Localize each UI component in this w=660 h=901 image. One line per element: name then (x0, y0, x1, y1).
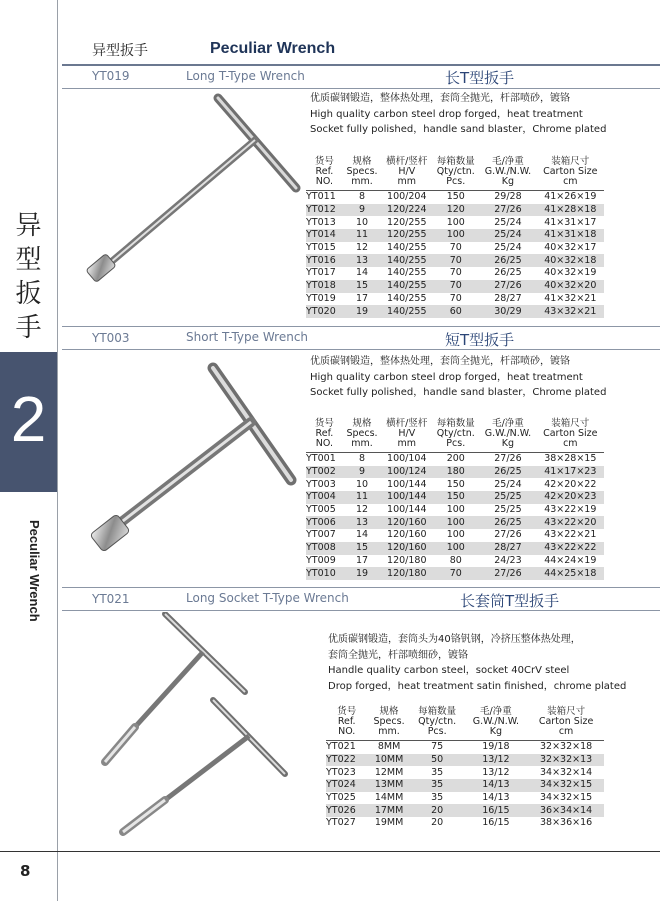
table-cell: 13 (343, 516, 381, 529)
table-row (326, 804, 604, 817)
table-cell: 43×22×19 (544, 504, 597, 516)
table-cell: 100 (432, 516, 479, 529)
table-cell: 32×32×18 (539, 741, 593, 753)
table-cell: 34×32×14 (539, 766, 593, 778)
table-cell: YT006 (306, 516, 343, 529)
column-header: 规格 Specs. mm. (346, 156, 378, 187)
table-row (306, 242, 604, 255)
table-cell: YT009 (306, 554, 336, 566)
desc-line: 优质碳钢锻造，套筒头为40铬钒钢，冷挤压整体热处理， (328, 634, 581, 645)
table-body (306, 453, 604, 580)
section-title-en: Long Socket T-Type Wrench (186, 591, 349, 605)
section-desc (310, 354, 606, 401)
table-cell: 14/13 (482, 792, 510, 804)
table-row (306, 478, 604, 491)
table-cell: 34×32×15 (528, 779, 604, 792)
table-row (326, 741, 604, 754)
table-cell: 30/29 (479, 305, 536, 318)
table-cell: 29/28 (494, 191, 522, 203)
table-cell: 70 (432, 280, 479, 293)
table-cell: 100/104 (387, 453, 427, 465)
table-cell: 25/24 (494, 478, 522, 490)
table-cell: 20 (431, 817, 444, 829)
table-cell: 17MM (367, 804, 410, 817)
table-cell: YT027 (326, 817, 356, 829)
table-cell: 27/26 (479, 204, 536, 217)
table-cell: 36×34×14 (528, 804, 604, 817)
table-cell: 70 (449, 292, 462, 304)
table-cell: 17 (355, 292, 369, 304)
table-row (326, 766, 604, 779)
table-row (306, 453, 604, 466)
table-cell: 100 (446, 216, 465, 228)
table-cell: 41×31×18 (537, 229, 604, 242)
table-cell: 12 (355, 242, 369, 254)
table-cell: 27/26 (494, 529, 522, 541)
table-cell: 12MM (374, 766, 404, 778)
table-cell: 27/26 (479, 567, 536, 580)
section-code: YT003 (92, 331, 130, 345)
table-cell: YT013 (306, 216, 336, 228)
table-cell: 120/255 (381, 229, 432, 242)
table-row (306, 229, 604, 242)
table-cell: 150 (432, 491, 479, 504)
column-header: 货号 Ref. NO. (314, 156, 334, 187)
sidebar-char: 手 (15, 313, 42, 343)
table-cell: 100/204 (387, 191, 427, 203)
column-header: 装箱尺寸 Carton Size cm (538, 706, 594, 737)
table-cell: 100/124 (381, 466, 432, 479)
table-cell: 25/24 (494, 242, 522, 254)
column-header: 每箱数量 Qty/ctn. Pcs. (418, 706, 457, 737)
page-number: 8 (20, 862, 31, 880)
table-cell: 26/25 (479, 254, 536, 267)
table-cell: 75 (431, 741, 444, 753)
section-code: YT021 (92, 592, 130, 606)
table-cell: 150 (446, 478, 465, 490)
table-cell: YT015 (306, 242, 336, 254)
table-cell: 13MM (367, 779, 410, 792)
table-row (306, 191, 604, 204)
table-cell: 41×32×21 (544, 292, 597, 304)
table-cell: 70 (432, 567, 479, 580)
table-cell: 20 (411, 804, 464, 817)
table-cell: YT012 (306, 204, 343, 217)
table-cell: 120/180 (381, 567, 432, 580)
table-cell: 200 (446, 453, 465, 465)
table-cell: YT017 (306, 267, 336, 279)
table-cell: 19 (343, 567, 381, 580)
long-t-wrench-image (70, 92, 310, 292)
column-header: 货号 Ref. NO. (337, 706, 357, 737)
table-cell: YT004 (306, 491, 343, 504)
table-cell: 25/24 (494, 216, 522, 228)
table-row (306, 466, 604, 479)
sidebar-divider (57, 0, 58, 901)
table-cell: 60 (432, 305, 479, 318)
table-cell: YT010 (306, 567, 343, 580)
short-t-wrench-image (75, 352, 310, 572)
section-rule (62, 610, 660, 611)
table-cell: YT020 (306, 305, 343, 318)
sidebar-char: 异 (15, 211, 42, 241)
section-title-en: Long T-Type Wrench (186, 69, 305, 83)
table-cell: 13 (343, 254, 381, 267)
desc-line: High quality carbon steel drop forged，heat treatment (310, 371, 583, 383)
table-cell: YT001 (306, 453, 336, 465)
table-cell: 26/25 (479, 466, 536, 479)
table-row (306, 204, 604, 217)
table-cell: YT018 (306, 280, 343, 293)
table-cell: 24/23 (494, 554, 522, 566)
table-cell: 140/255 (387, 267, 427, 279)
table-cell: 35 (411, 779, 464, 792)
table-cell: 35 (431, 792, 444, 804)
table-cell: YT007 (306, 529, 336, 541)
table-row (306, 305, 604, 318)
table-cell: 9 (343, 466, 381, 479)
table-cell: 100 (446, 504, 465, 516)
table-cell: 140/255 (387, 242, 427, 254)
table-cell: 38×28×15 (544, 453, 597, 465)
table-body (306, 191, 604, 318)
table-cell: 12 (355, 504, 369, 516)
column-header: 每箱数量 Qty/ctn. Pcs. (436, 418, 475, 449)
table-cell: 42×20×23 (537, 491, 604, 504)
sidebar-char: 型 (15, 245, 42, 275)
section-rule (62, 349, 660, 350)
table-row (306, 542, 604, 555)
table-cell: 100 (432, 229, 479, 242)
section-code: YT019 (92, 69, 130, 83)
long-socket-t-wrench-image (95, 612, 325, 842)
table-cell: 19/18 (482, 741, 510, 753)
header-title-en: Peculiar Wrench (210, 40, 336, 57)
table-cell: YT024 (326, 779, 367, 792)
spec-table (306, 419, 604, 580)
table-cell: 10MM (367, 754, 410, 767)
chapter-number-box (0, 352, 57, 492)
table-row (306, 529, 604, 542)
table-cell: 14MM (374, 792, 404, 804)
table-row (326, 779, 604, 792)
table-cell: 100/144 (381, 491, 432, 504)
table-cell: 44×25×18 (537, 567, 604, 580)
sidebar-label (14, 520, 44, 700)
table-row (326, 817, 604, 830)
column-header: 货号 Ref. NO. (314, 418, 334, 449)
table-cell: 9 (343, 204, 381, 217)
table-cell: 28/27 (479, 542, 536, 555)
table-cell: 43×32×21 (537, 305, 604, 318)
section-rule (62, 326, 660, 327)
table-row (306, 555, 604, 568)
column-header: 装箱尺寸 Carton Size cm (543, 418, 598, 449)
table-cell: 70 (449, 242, 462, 254)
table-cell: 120/224 (381, 204, 432, 217)
table-cell: YT008 (306, 542, 343, 555)
table-cell: 120/160 (381, 542, 432, 555)
table-row (306, 567, 604, 580)
table-cell: 140/255 (381, 280, 432, 293)
table-cell: 42×20×22 (544, 478, 597, 490)
table-cell: 100/144 (387, 504, 427, 516)
table-cell: 140/255 (387, 292, 427, 304)
table-cell: 40×32×17 (544, 242, 597, 254)
table-body (326, 741, 604, 830)
table-row (306, 254, 604, 267)
spec-table (306, 157, 604, 318)
table-cell: 44×24×19 (544, 554, 597, 566)
desc-line: Drop forged，heat treatment satin finished，chrome plated (328, 680, 627, 692)
table-cell: 26/25 (494, 267, 522, 279)
table-row (326, 792, 604, 805)
column-header: 横杆/竖杆 H/V mm (386, 418, 428, 449)
table-cell: 14/13 (464, 779, 529, 792)
table-cell: 16/15 (464, 804, 529, 817)
table-cell: YT014 (306, 229, 343, 242)
table-cell: 16/15 (482, 817, 510, 829)
section-desc (328, 632, 626, 694)
table-cell: 10 (355, 216, 369, 228)
table-cell: 43×22×21 (544, 529, 597, 541)
table-cell: YT016 (306, 254, 343, 267)
table-cell: 140/255 (381, 305, 432, 318)
table-cell: 43×22×20 (537, 516, 604, 529)
table-cell: 25/25 (479, 491, 536, 504)
spec-table (326, 707, 604, 830)
desc-line: 优质碳钢锻造，整体热处理，套筒全抛光，杆部喷砂，镀铬 (310, 93, 570, 104)
column-header: 毛/净重 G.W./N.W. Kg (484, 418, 532, 449)
table-cell: 40×32×19 (544, 267, 597, 279)
section-title-en: Short T-Type Wrench (186, 330, 309, 344)
table-cell: 27/26 (479, 280, 536, 293)
table-row (306, 491, 604, 504)
desc-line: Socket fully polished，handle sand blaster，Chrome plated (310, 387, 607, 398)
section-title-cn: 长T型扳手 (445, 69, 515, 87)
table-row (306, 280, 604, 293)
header-title-cn: 异型扳手 (92, 43, 148, 59)
table-cell: YT005 (306, 504, 336, 516)
table-cell: 19MM (374, 817, 404, 829)
section-rule (62, 587, 660, 588)
table-row (306, 504, 604, 517)
table-cell: 120/160 (387, 529, 427, 541)
footer-rule (0, 851, 660, 852)
table-cell: 13/12 (464, 754, 529, 767)
table-cell: 34×32×15 (539, 792, 593, 804)
desc-line: 优质碳钢锻造，整体热处理，套筒全抛光，杆部喷砂，镀铬 (310, 356, 570, 367)
desc-line: High quality carbon steel drop forged，heat treatment (310, 108, 583, 120)
table-cell: 40×32×20 (537, 280, 604, 293)
table-cell: 32×32×13 (528, 754, 604, 767)
table-cell: YT022 (326, 754, 367, 767)
table-cell: 11 (343, 229, 381, 242)
column-header: 规格 Specs. mm. (373, 706, 405, 737)
table-cell: YT025 (326, 792, 356, 804)
table-cell: 41×26×19 (544, 191, 597, 203)
table-cell: 17 (355, 554, 369, 566)
table-cell: 25/25 (494, 504, 522, 516)
table-cell: 25/24 (479, 229, 536, 242)
column-header: 横杆/竖杆 H/V mm (386, 156, 428, 187)
table-cell: 14 (355, 529, 369, 541)
table-cell: 120/180 (387, 554, 427, 566)
column-header: 毛/净重 G.W./N.W. Kg (484, 156, 532, 187)
table-row (306, 516, 604, 529)
table-cell: 11 (343, 491, 381, 504)
column-header: 装箱尺寸 Carton Size cm (543, 156, 598, 187)
table-cell: 41×28×18 (537, 204, 604, 217)
table-cell: 150 (446, 191, 465, 203)
table-row (306, 267, 604, 280)
table-cell: YT023 (326, 766, 356, 778)
table-cell: 35 (431, 766, 444, 778)
desc-line: Socket fully polished，handle sand blaster，Chrome plated (310, 124, 607, 135)
table-row (306, 293, 604, 306)
column-header: 规格 Specs. mm. (346, 418, 378, 449)
desc-line: Handle quality carbon steel，socket 40CrV steel (328, 665, 570, 676)
table-cell: 100 (432, 542, 479, 555)
column-header: 毛/净重 G.W./N.W. Kg (472, 706, 520, 737)
table-cell: 8 (359, 453, 366, 465)
table-cell: YT026 (326, 804, 367, 817)
desc-line: 套筒全抛光，杆部喷细砂，镀铬 (328, 649, 468, 661)
table-cell: 41×31×17 (544, 216, 597, 228)
table-cell: 13/12 (482, 766, 510, 778)
table-cell: 140/255 (381, 254, 432, 267)
table-cell: YT019 (306, 292, 336, 304)
table-row (306, 216, 604, 229)
table-cell: 70 (432, 254, 479, 267)
table-cell: 38×36×16 (539, 817, 593, 829)
table-cell: 50 (411, 754, 464, 767)
table-cell: YT011 (306, 191, 336, 203)
table-cell: 80 (449, 554, 462, 566)
table-cell: 14 (355, 267, 369, 279)
header-rule (62, 64, 660, 66)
table-cell: 19 (343, 305, 381, 318)
table-cell: 8MM (377, 741, 401, 753)
table-cell: YT003 (306, 478, 336, 490)
table-cell: 100 (446, 529, 465, 541)
table-cell: 26/25 (479, 516, 536, 529)
table-cell: 15 (343, 542, 381, 555)
table-cell: 120/255 (387, 216, 427, 228)
table-row (326, 754, 604, 767)
table-cell: 100/144 (387, 478, 427, 490)
table-cell: 40×32×18 (537, 254, 604, 267)
table-cell: 120 (432, 204, 479, 217)
section-rule (62, 88, 660, 89)
sidebar-label-text: Peculiar Wrench (27, 520, 42, 622)
table-cell: 27/26 (494, 453, 522, 465)
section-title-cn: 短T型扳手 (445, 331, 515, 349)
sidebar-char: 扳 (15, 279, 42, 309)
chapter-number: 2 (10, 383, 47, 455)
section-title-cn: 长套筒T型扳手 (460, 592, 560, 610)
table-cell: 120/160 (381, 516, 432, 529)
table-cell: YT002 (306, 466, 343, 479)
table-cell: 43×22×22 (537, 542, 604, 555)
section-desc (310, 91, 606, 138)
table-cell: 70 (449, 267, 462, 279)
column-header: 每箱数量 Qty/ctn. Pcs. (436, 156, 475, 187)
table-cell: YT021 (326, 741, 356, 753)
table-cell: 180 (432, 466, 479, 479)
table-cell: 28/27 (494, 292, 522, 304)
table-cell: 10 (355, 478, 369, 490)
table-cell: 15 (343, 280, 381, 293)
table-cell: 8 (359, 191, 366, 203)
table-cell: 41×17×23 (537, 466, 604, 479)
